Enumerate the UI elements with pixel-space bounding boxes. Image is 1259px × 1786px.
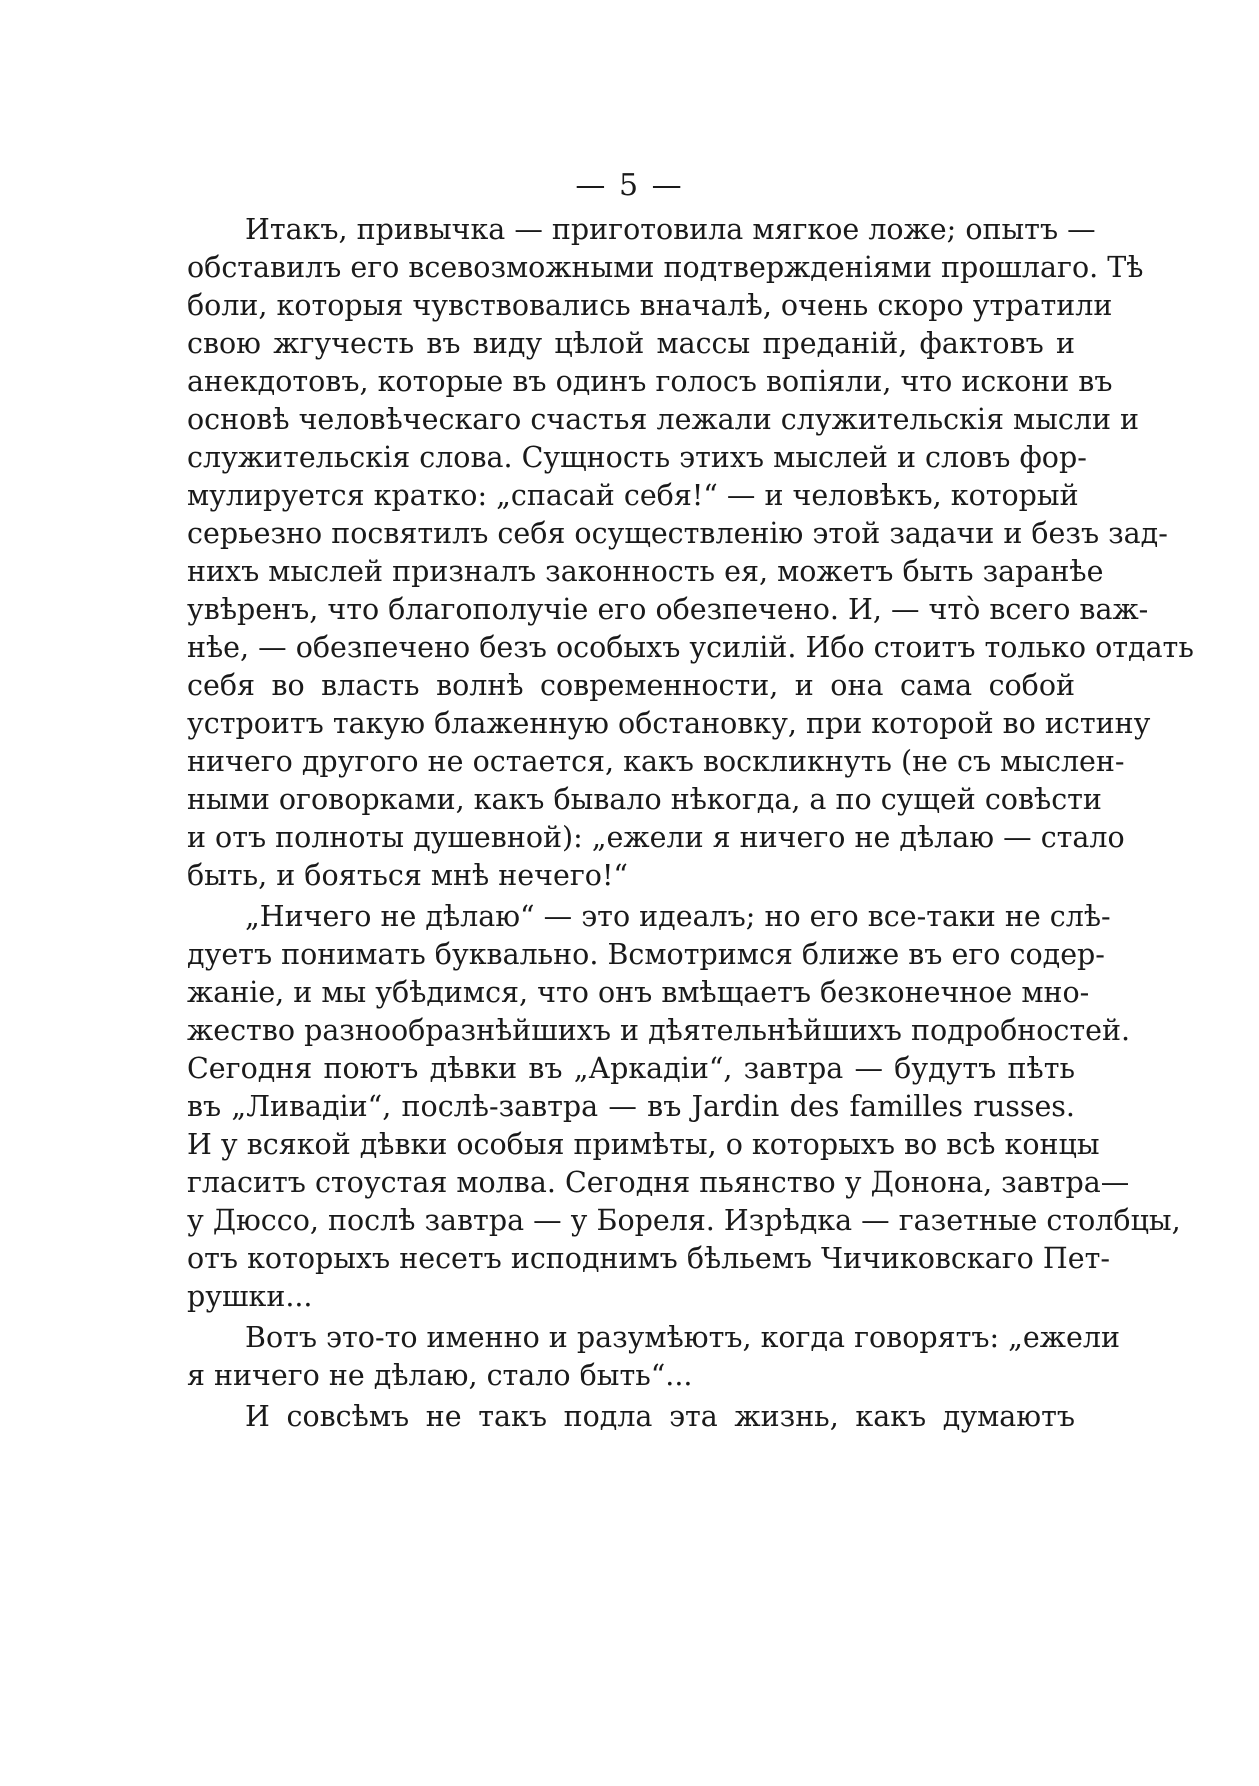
text-line: „Ничего не дѣлаю“ — это идеалъ; но его все-таки не слѣ- — [245, 900, 1111, 933]
text-line: свою жгучесть въ виду цѣлой массы преданiй, фактовъ и — [187, 327, 1075, 360]
text-line: жество разнообразнѣйшихъ и дѣятельнѣйшихъ подробностей. — [187, 1014, 1131, 1047]
text-line: и отъ полноты душевной): „ежели я ничего не дѣлаю — стало — [187, 821, 1125, 854]
text-line: Сегодня поютъ дѣвки въ „Аркадiи“, завтра — будутъ пѣть — [187, 1052, 1075, 1085]
text-line: себя во власть волнѣ современности, и она сама собой — [187, 669, 1075, 702]
text-line: Итакъ, привычка — приготовила мягкое ложе; опытъ — — [245, 213, 1096, 246]
text-line: въ „Ливадiи“, послѣ-завтра — въ Jardin des familles russes. — [187, 1090, 1075, 1123]
text-line: И совсѣмъ не такъ подла эта жизнь, какъ думаютъ — [245, 1400, 1075, 1433]
text-line: И у всякой дѣвки особыя примѣты, о которыхъ во всѣ концы — [187, 1128, 1100, 1161]
text-line: анекдотовъ, которые въ одинъ голосъ вопiяли, что искони въ — [187, 365, 1113, 398]
text-line: отъ которыхъ несетъ исподнимъ бѣльемъ Чичиковскаго Пет- — [187, 1242, 1110, 1275]
text-line: основѣ человѣческаго счастья лежали служительскiя мысли и — [187, 403, 1140, 436]
text-line: ными оговорками, какъ бывало нѣкогда, а по сущей совѣсти — [187, 783, 1102, 816]
text-line: жанiе, и мы убѣдимся, что онъ вмѣщаетъ безконечное мно- — [187, 976, 1090, 1009]
text-line: дуетъ понимать буквально. Всмотримся ближе въ его содер- — [187, 938, 1105, 971]
text-line: увѣренъ, что благополучiе его обезпечено. И, — что̀ всего важ- — [187, 593, 1149, 626]
text-line: гласитъ стоустая молва. Сегодня пьянство у Донона, завтра— — [187, 1166, 1130, 1199]
text-line: серьезно посвятилъ себя осуществленiю этой задачи и безъ зад- — [187, 517, 1168, 550]
text-line: служительскiя слова. Сущность этихъ мыслей и словъ фор- — [187, 441, 1087, 474]
text-line: боли, которыя чувствовались вначалѣ, очень скоро утратили — [187, 289, 1113, 322]
text-line: мулируется кратко: „спасай себя!“ — и человѣкъ, который — [187, 479, 1079, 512]
text-line: я ничего не дѣлаю, стало быть“... — [187, 1359, 693, 1392]
text-line: у Дюссо, послѣ завтра — у Бореля. Изрѣдка — газетные столбцы, — [187, 1204, 1181, 1237]
text-line: быть, и бояться мнѣ нечего!“ — [187, 859, 628, 892]
text-line: рушки... — [187, 1280, 313, 1313]
text-line: ничего другого не остается, какъ воскликнуть (не съ мыслен- — [187, 745, 1125, 778]
text-line: Вотъ это-то именно и разумѣютъ, когда говорятъ: „ежели — [245, 1321, 1120, 1354]
page-number: — 5 — — [575, 168, 684, 203]
text-line: нѣе, — обезпечено безъ особыхъ усилiй. Ибо стоитъ только отдать — [187, 631, 1194, 664]
text-line: устроитъ такую блаженную обстановку, при которой во истину — [187, 707, 1151, 740]
text-line: обставилъ его всевозможными подтвержденiями прошлаго. Тѣ — [187, 251, 1144, 284]
text-line: нихъ мыслей призналъ законность ея, можетъ быть заранѣе — [187, 555, 1104, 588]
